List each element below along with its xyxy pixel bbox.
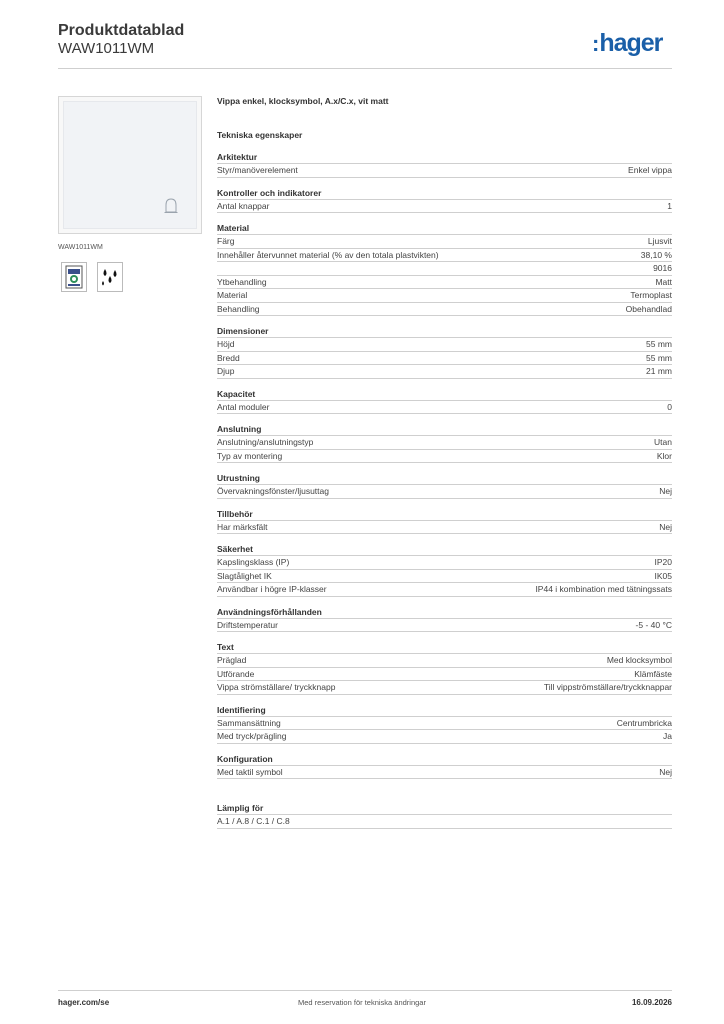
section-title: Identifiering (217, 704, 266, 715)
section-title: Utrustning (217, 473, 260, 483)
spec-value: Centrumbricka (616, 717, 672, 728)
spec-row (217, 364, 672, 379)
spec-sections (217, 152, 672, 779)
spec-value: Matt (655, 276, 672, 287)
spec-label: Utförande (217, 668, 255, 679)
spec-value: Nej (659, 486, 672, 496)
section-rows (217, 337, 672, 379)
section-rows (217, 484, 672, 499)
spec-row (217, 275, 672, 289)
spec-row (217, 569, 672, 583)
section-title: Konfiguration (217, 753, 273, 764)
spec-row (217, 435, 672, 449)
footer-website[interactable]: hager.com/se (58, 998, 110, 1007)
section-title: Dimensioner (217, 326, 269, 336)
spec-row (217, 261, 672, 275)
spec-label: Präglad (217, 655, 247, 665)
section-rows (217, 435, 672, 463)
section-title: Säkerhet (217, 544, 253, 554)
spec-value: IP44 i kombination med tätningssats (535, 584, 672, 594)
spec-label: Ytbehandling (217, 276, 267, 287)
section-title: Lämplig för (217, 803, 264, 813)
spec-value: 38,10 % (640, 249, 672, 260)
spec-label: Innehåller återvunnet material (% av den totala plastvikten) (217, 249, 439, 260)
spec-row (217, 351, 672, 365)
certification-label-icon (61, 262, 87, 292)
spec-value: Klor (656, 450, 672, 461)
spec-row (217, 302, 672, 317)
spec-value: Ja (663, 731, 672, 741)
water-drops-icon (97, 262, 123, 292)
spec-label: Sammansättning (217, 717, 281, 728)
spec-row (217, 449, 672, 464)
section-title: Kapacitet (217, 388, 256, 399)
spec-section (217, 473, 672, 499)
spec-label: Typ av montering (217, 450, 283, 461)
spec-label: Styr/manöverelement (217, 165, 298, 175)
product-code: WAW1011WM (58, 40, 155, 57)
spec-label: Har märksfält (217, 521, 268, 532)
spec-label: Färg (217, 236, 235, 246)
specifications (217, 96, 672, 829)
spec-section (217, 188, 672, 214)
spec-value: 0 (667, 401, 672, 412)
spec-label: Med tryck/prägling (217, 731, 287, 741)
spec-label: Antal moduler (217, 401, 270, 412)
spec-value: Nej (659, 521, 672, 532)
spec-label: Vippa strömställare/ tryckknapp (217, 682, 336, 692)
header-divider (58, 68, 672, 69)
product-name: Vippa enkel, klocksymbol, A.x/C.x, vit matt (217, 96, 389, 106)
footer-disclaimer: Med reservation för tekniska ändringar (298, 998, 426, 1007)
section-rows (217, 520, 672, 535)
spec-value: Termoplast (630, 290, 672, 300)
spec-row (217, 653, 672, 667)
spec-value: Nej (659, 766, 672, 777)
document-title: Produktdatablad (58, 22, 185, 39)
section-rows (217, 765, 672, 780)
suitable-for-section (217, 803, 672, 829)
spec-value: 1 (667, 200, 672, 211)
section-rows (217, 618, 672, 633)
image-caption: WAW1011WM (58, 244, 103, 251)
spec-label: Driftstemperatur (217, 619, 278, 630)
footer-divider (58, 990, 672, 991)
bell-icon (163, 197, 179, 217)
spec-label: Höjd (217, 339, 235, 349)
spec-label: Kapslingsklass (IP) (217, 557, 290, 567)
spec-row (217, 555, 672, 569)
spec-value: 21 mm (646, 366, 672, 376)
spec-section (217, 326, 672, 379)
spec-label: Med taktil symbol (217, 766, 283, 777)
section-title: Anslutning (217, 424, 262, 434)
section-title: Användningsförhållanden (217, 606, 322, 617)
spec-row (217, 484, 672, 499)
spec-value: Med klocksymbol (606, 655, 672, 665)
section-rows (217, 555, 672, 597)
spec-row (217, 288, 672, 302)
spec-row (217, 520, 672, 535)
spec-row (217, 667, 672, 681)
spec-row (217, 163, 672, 178)
spec-section (217, 223, 672, 316)
spec-label: Antal knappar (217, 200, 270, 211)
section-title: Text (217, 642, 234, 652)
spec-section (217, 424, 672, 463)
spec-row (217, 814, 672, 829)
spec-row (217, 618, 672, 633)
section-rows (217, 716, 672, 744)
spec-value: -5 - 40 °C (635, 619, 672, 630)
product-image (58, 96, 202, 234)
spec-value: 55 mm (646, 352, 672, 363)
spec-section (217, 607, 672, 633)
spec-row (217, 729, 672, 744)
spec-label: Bredd (217, 352, 240, 363)
spec-section (217, 152, 672, 178)
spec-value: A.1 / A.8 / C.1 / C.8 (217, 816, 290, 826)
spec-row (217, 199, 672, 214)
spec-value: IP20 (654, 557, 672, 567)
spec-row (217, 680, 672, 695)
spec-label: Användbar i högre IP-klasser (217, 584, 327, 594)
section-title: Tillbehör (217, 508, 253, 519)
spec-label: Behandling (217, 303, 260, 314)
section-rows (217, 163, 672, 178)
spec-label: Djup (217, 366, 235, 376)
spec-section (217, 509, 672, 535)
spec-value: Till vippströmställare/tryckknappar (543, 682, 672, 692)
spec-value: Utan (654, 437, 672, 447)
spec-label: Anslutning/anslutningstyp (217, 437, 314, 447)
spec-row (217, 248, 672, 262)
spec-row (217, 716, 672, 730)
spec-label: Slagtålighet IK (217, 570, 272, 581)
spec-section (217, 705, 672, 744)
spec-value: 9016 (653, 263, 672, 273)
section-title: Arkitektur (217, 152, 258, 162)
spec-row (217, 582, 672, 597)
section-rows (217, 234, 672, 316)
spec-section (217, 389, 672, 415)
spec-value: 55 mm (646, 339, 672, 349)
section-rows (217, 199, 672, 214)
spec-row (217, 337, 672, 351)
section-rows (217, 400, 672, 415)
footer-date: 16.09.2026 (631, 998, 672, 1007)
spec-section (217, 754, 672, 780)
section-title: Material (217, 223, 250, 233)
section-title: Kontroller och indikatorer (217, 187, 322, 198)
hager-logo: :hager (592, 29, 663, 57)
spec-value: Ljusvit (647, 236, 672, 246)
spec-row (217, 400, 672, 415)
spec-row (217, 234, 672, 248)
spec-row (217, 765, 672, 780)
spec-label: Material (217, 290, 248, 300)
spec-label: Övervakningsfönster/ljusuttag (217, 486, 329, 496)
spec-section (217, 544, 672, 597)
spec-section (217, 642, 672, 695)
spec-value: Klämfäste (634, 668, 672, 679)
spec-value: Enkel vippa (628, 165, 672, 175)
spec-value: Obehandlad (625, 303, 672, 314)
spec-value: IK05 (654, 570, 672, 581)
technical-heading: Tekniska egenskaper (217, 130, 303, 140)
section-rows (217, 653, 672, 695)
